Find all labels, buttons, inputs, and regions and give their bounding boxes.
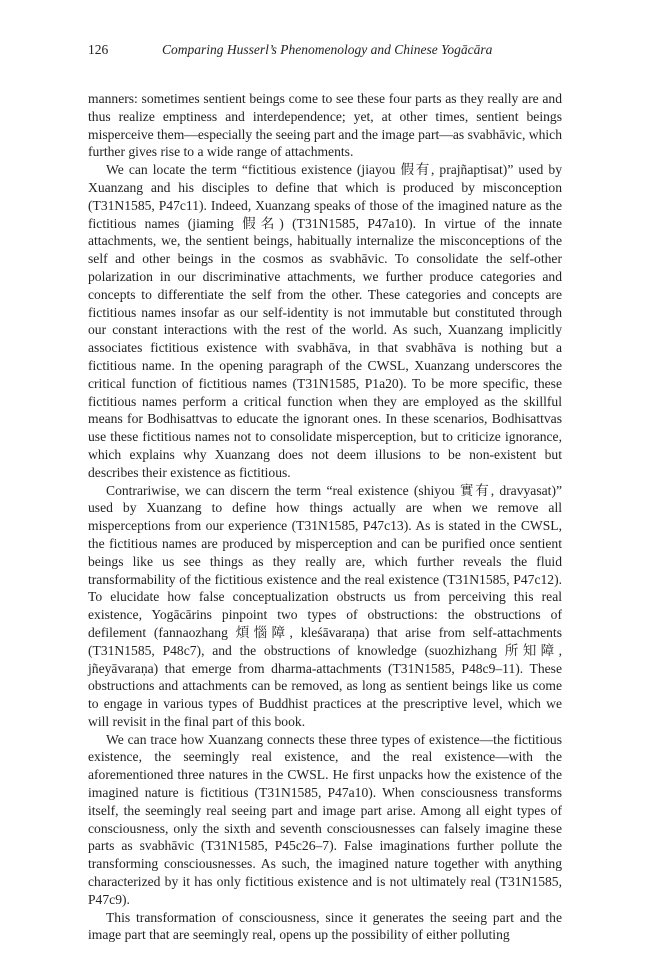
body-text [88, 90, 562, 944]
paragraph: We can locate the term “fictitious existence (jiayou 假有, prajñaptisat)” used by Xuanzang and his disciples to define that which is produced by misconception (T31N1585, P47c11). Indeed, Xuanzang speaks of those of the imagined nature as the fictitious names (jiaming 假名) (T31N1585, P47a10). In virtue of the innate attachments, we, the sentient beings, habitually internalize the misconceptions of the self and other beings in the cosmos as svabhāvic. To consolidate the self-other polarization in our discriminative attachments, we further produce categories and concepts to differentiate the self from the other. These categories and concepts are fictitious names insofar as our self-identity is not immutable but constituted through our constant interactions with the rest of the world. As such, Xuanzang implicitly associates fictitious existence with svabhāva, in that svabhāva is nothing but a fictitious name. In the opening paragraph of the CWSL, Xuanzang underscores the critical function of fictitious names (T31N1585, P1a20). To be more specific, these fictitious names perform a critical function when they are employed as the skillful means for Bodhisattvas to educate the ignorant ones. In these scenarios, Bodhisattvas use these fictitious names not to consolidate misperception, but to criticize ignorance, which explains why Xuanzang does not deem illusions to be non-existent but describes their existence as fictitious. [88, 162, 562, 480]
page-header [88, 42, 562, 62]
page-number: 126 [88, 42, 109, 57]
paragraph: We can trace how Xuanzang connects these three types of existence—the fictitious existence, the seemingly real existence, and the real existence—with the aforementioned three natures in the CWSL. He first unpacks how the existence of the imagined nature is fictitious (T31N1585, P47a10). When consciousness transforms itself, the seemingly real seeing part and image part arise. Among all eight types of consciousness, only the sixth and seventh consciousnesses can falsely imagine these parts as svabhāvic (T31N1585, P45c26–7). False imaginations further pollute the transforming consciousnesses. As such, the imagined nature together with anything characterized by it has only fictitious existence and is not ultimately real (T31N1585, P47c9). [88, 731, 562, 907]
paragraph: This transformation of consciousness, since it generates the seeing part and the image part that are seemingly real, opens up the possibility of either polluting [88, 909, 562, 943]
paragraph: Contrariwise, we can discern the term “real existence (shiyou 實有, dravyasat)” used by Xuanzang to define how things actually are when we remove all misperceptions from our experience (T31N1585, P47c13). As is stated in the CWSL, the fictitious names are produced by misperception and can be purified once sentient beings like us see things as they really are, which further reveals the fluid transformability of the fictitious existence and the real existence (T31N1585, P47c12). To elucidate how false conceptualization obstructs us from perceiving this real existence, Yogācārins pinpoint two types of obstructions: the obstructions of defilement (fannaozhang 煩惱障, kleśāvaraṇa) that arise from self-attachments (T31N1585, P48c7), and the obstructions of knowledge (suozhizhang 所知障, jñeyāvaraṇa) that emerge from dharma-attachments (T31N1585, P48c9–11). These obstructions and attachments can be removed, as long as sentient beings like us come to engage in various types of Buddhist practices at the prescriptive level, which we will revisit in the final part of this book. [88, 482, 562, 729]
running-title: Comparing Husserl’s Phenomenology and Chinese Yogācāra [162, 42, 493, 57]
paragraph: manners: sometimes sentient beings come to see these four parts as they really are and thus realize emptiness and interdependence; yet, at other times, sentient beings misperceive them—especially the seeing part and the image part—as svabhāvic, which further gives rise to a wide range of attachments. [88, 91, 562, 160]
